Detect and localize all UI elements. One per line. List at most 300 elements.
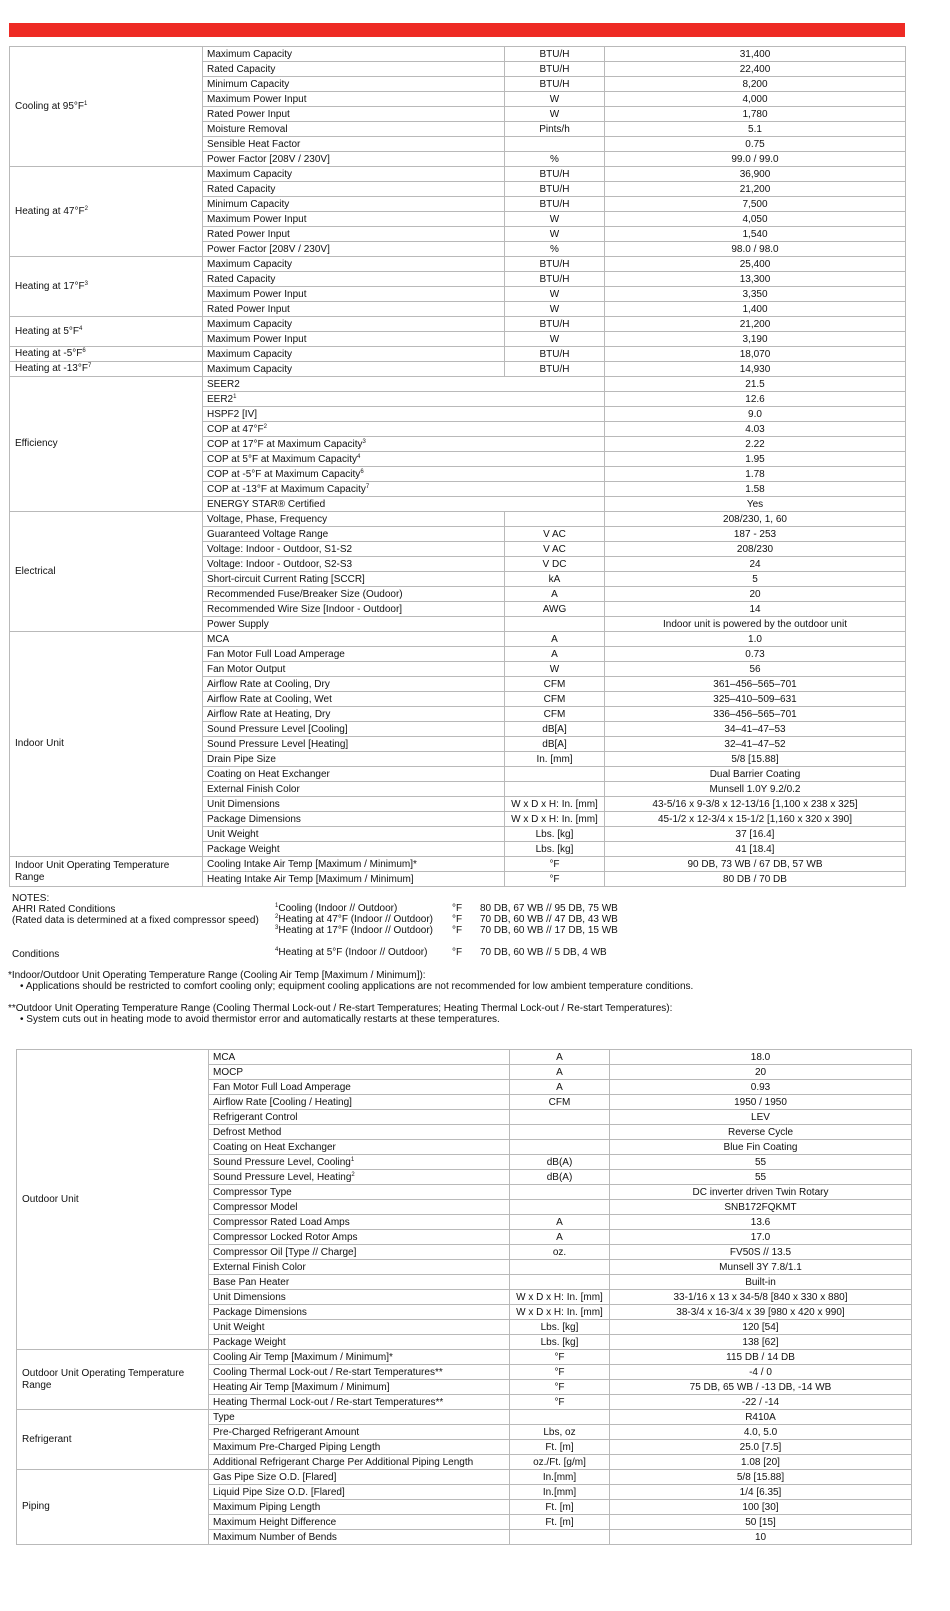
ahri-label: AHRI Rated Conditions [12,904,116,915]
spec-value: 100 [30] [610,1500,912,1515]
spec-label: Moisture Removal [207,123,288,135]
spec-row [10,857,906,872]
spec-row [10,257,906,272]
condition-label [275,947,427,958]
footnote-marker: 1 [350,1156,355,1163]
spec-label-cell [203,782,505,797]
spec-value: 8,200 [605,77,906,92]
condition-unit: °F [452,903,463,914]
spec-label-cell [209,1500,510,1515]
spec-value: 115 DB / 14 DB [610,1350,912,1365]
spec-label: Refrigerant Control [213,1111,298,1123]
spec-label: Heating Thermal Lock-out / Re-start Temperatures** [213,1396,444,1408]
footnote-marker: 3 [275,925,279,931]
spec-unit [510,1200,610,1215]
spec-unit: W [505,662,605,677]
spec-unit: W x D x H: In. [mm] [510,1290,610,1305]
spec-value: 55 [610,1155,912,1170]
spec-unit [510,1125,610,1140]
spec-label: Maximum Number of Bends [213,1531,337,1543]
condition-unit: °F [452,947,463,958]
group-label: Outdoor Unit Operating Temperature Range [22,1367,185,1391]
spec-value: 1,400 [605,302,906,317]
spec-unit: CFM [505,692,605,707]
notes-heading: NOTES: [12,893,50,904]
spec-value: 208/230 [605,542,906,557]
condition-value: 70 DB, 60 WB // 5 DB, 4 WB [480,947,607,958]
spec-unit: V AC [505,527,605,542]
spec-value: 17.0 [610,1230,912,1245]
spec-label-cell [203,512,505,527]
spec-label: Sensible Heat Factor [207,138,301,150]
spec-label: Base Pan Heater [213,1276,290,1288]
spec-unit: Lbs. [kg] [510,1335,610,1350]
spec-unit: In. [mm] [505,752,605,767]
group-cell [10,47,203,167]
spec-value: 9.0 [605,407,906,422]
spec-unit: Pints/h [505,122,605,137]
spec-label-cell [203,212,505,227]
spec-label: Cooling Air Temp [Maximum / Minimum]* [213,1351,393,1363]
condition-unit: °F [452,925,463,936]
condition-value: 70 DB, 60 WB // 17 DB, 15 WB [480,925,618,936]
footnote-marker: 7 [365,483,370,490]
group-cell [10,257,203,317]
spec-label: Package Dimensions [207,813,301,825]
spec-unit: W [505,332,605,347]
spec-label-cell [203,167,505,182]
spec-value: 25.0 [7.5] [610,1440,912,1455]
spec-label-cell [203,557,505,572]
spec-unit [505,782,605,797]
spec-value: 55 [610,1170,912,1185]
spec-value: 1.0 [605,632,906,647]
spec-label-cell [203,122,505,137]
group-label: Outdoor Unit [22,1193,79,1205]
spec-value: 13.6 [610,1215,912,1230]
group-cell [17,1470,209,1545]
spec-label-cell [203,752,505,767]
spec-label-cell [203,542,505,557]
spec-label-cell [203,407,605,422]
condition-label [275,903,397,914]
spec-label-cell [209,1200,510,1215]
spec-label: Fan Motor Output [207,663,286,675]
spec-unit: °F [505,857,605,872]
spec-label-cell [203,62,505,77]
spec-value: 22,400 [605,62,906,77]
footnote-marker: 1 [275,903,279,909]
spec-label-cell [209,1155,510,1170]
spec-value: 1,540 [605,227,906,242]
group-label: Refrigerant [22,1433,72,1445]
spec-label: Compressor Model [213,1201,298,1213]
group-label: Piping [22,1501,50,1512]
spec-value: 4,050 [605,212,906,227]
spec-label-cell [203,362,505,377]
spec-unit: Lbs. [kg] [505,827,605,842]
spec-unit: W [505,107,605,122]
spec-label-cell [203,272,505,287]
spec-value: 5.1 [605,122,906,137]
spec-unit: Ft. [m] [510,1500,610,1515]
spec-label-cell [209,1425,510,1440]
spec-value: 13,300 [605,272,906,287]
spec-unit: A [510,1215,610,1230]
footnote-marker: 2 [263,423,267,430]
spec-label: COP at 5°F at Maximum Capacity [207,453,357,465]
spec-label-cell [203,482,605,497]
spec-row [10,47,906,62]
spec-value: 1/4 [6.35] [610,1485,912,1500]
spec-unit: W x D x H: In. [mm] [505,812,605,827]
spec-label: Minimum Capacity [207,198,290,210]
spec-label: Power Factor [208V / 230V] [207,243,330,255]
spec-value: 3,350 [605,287,906,302]
spec-value: 3,190 [605,332,906,347]
spec-label-cell [209,1440,510,1455]
spec-value: Built-in [610,1275,912,1290]
spec-label: Package Dimensions [213,1306,307,1318]
spec-value: LEV [610,1110,912,1125]
spec-label: Maximum Power Input [207,288,307,300]
spec-row [10,377,906,392]
indoor-spec-table [9,46,906,887]
condition-unit: °F [452,914,463,925]
group-label: Heating at 47°F [15,205,85,217]
group-cell [10,167,203,257]
spec-label-cell [203,452,605,467]
footnote-marker: 4 [356,453,361,460]
spec-unit: Lbs, oz [510,1425,610,1440]
spec-label: Rated Capacity [207,63,276,75]
spec-unit: W x D x H: In. [mm] [510,1305,610,1320]
spec-value: 5/8 [15.88] [610,1470,912,1485]
conditions-label: Conditions [12,949,60,960]
spec-label-cell [209,1515,510,1530]
spec-label-cell [203,872,505,887]
spec-label: Maximum Piping Length [213,1501,321,1513]
spec-label: Power Supply [207,618,269,630]
spec-unit: BTU/H [505,47,605,62]
spec-unit: W [505,212,605,227]
spec-value: 98.0 / 98.0 [605,242,906,257]
spec-unit: Lbs. [kg] [510,1320,610,1335]
spec-label-cell [209,1050,510,1065]
spec-label-cell [209,1380,510,1395]
group-label: Efficiency [15,438,58,449]
spec-label: ENERGY STAR® Certified [207,498,326,510]
spec-label-cell [203,632,505,647]
spec-unit: BTU/H [505,347,605,362]
spec-label-cell [203,572,505,587]
spec-label-cell [203,602,505,617]
spec-value: 325–410–509–631 [605,692,906,707]
spec-value: 41 [18.4] [605,842,906,857]
spec-label: Cooling Thermal Lock-out / Re-start Temperatures** [213,1366,443,1378]
spec-label: Rated Capacity [207,183,276,195]
spec-unit: dB[A] [505,722,605,737]
ahri-note: (Rated data is determined at a fixed compressor speed) [12,915,259,926]
spec-unit: W [505,302,605,317]
spec-unit: °F [510,1380,610,1395]
spec-unit: kA [505,572,605,587]
spec-unit [510,1140,610,1155]
spec-unit: W x D x H: In. [mm] [505,797,605,812]
group-label: Indoor Unit [15,738,64,749]
spec-value: 18,070 [605,347,906,362]
spec-unit [510,1260,610,1275]
spec-label-cell [203,677,505,692]
spec-value: 21,200 [605,317,906,332]
spec-value: 32–41–47–52 [605,737,906,752]
spec-value: 33-1/16 x 13 x 34-5/8 [840 x 330 x 880] [610,1290,912,1305]
spec-unit [505,767,605,782]
spec-label: Rated Power Input [207,108,290,120]
spec-label: Gas Pipe Size O.D. [Flared] [213,1471,337,1483]
spec-label-cell [203,812,505,827]
spec-label-cell [209,1095,510,1110]
group-label: Heating at -5°F [15,348,83,359]
spec-unit: °F [505,872,605,887]
spec-value: 187 - 253 [605,527,906,542]
spec-label-cell [203,137,505,152]
spec-label: Maximum Capacity [207,348,293,360]
spec-label-cell [209,1530,510,1545]
spec-unit [510,1410,610,1425]
spec-value: 18.0 [610,1050,912,1065]
spec-label: Maximum Power Input [207,333,307,345]
spec-value: Munsell 1.0Y 9.2/0.2 [605,782,906,797]
spec-label-cell [209,1470,510,1485]
spec-label: Compressor Locked Rotor Amps [213,1231,358,1243]
spec-unit: A [505,587,605,602]
spec-label-cell [203,422,605,437]
spec-label-cell [203,857,505,872]
spec-unit: BTU/H [505,257,605,272]
spec-label-cell [203,107,505,122]
spec-value: 20 [605,587,906,602]
spec-label: Maximum Capacity [207,48,293,60]
spec-unit: A [505,632,605,647]
spec-label: Sound Pressure Level [Cooling] [207,723,348,735]
spec-label: Rated Capacity [207,273,276,285]
spec-value: 14,930 [605,362,906,377]
condition-text: Heating at 47°F (Indoor // Outdoor) [278,914,433,925]
spec-label: Defrost Method [213,1126,282,1138]
group-cell [10,317,203,347]
spec-value: 336–456–565–701 [605,707,906,722]
spec-label: Drain Pipe Size [207,753,276,765]
spec-label: Airflow Rate at Cooling, Dry [207,678,330,690]
spec-value: 31,400 [605,47,906,62]
spec-label-cell [203,347,505,362]
spec-unit: oz./Ft. [g/m] [510,1455,610,1470]
spec-label: Airflow Rate at Heating, Dry [207,708,331,720]
group-cell [17,1410,209,1470]
spec-label: Cooling Intake Air Temp [Maximum / Minimum]* [207,858,417,870]
spec-value: 90 DB, 73 WB / 67 DB, 57 WB [605,857,906,872]
spec-value: 208/230, 1, 60 [605,512,906,527]
spec-label-cell [203,647,505,662]
spec-label-cell [203,797,505,812]
condition-text: Heating at 17°F (Indoor // Outdoor) [278,925,433,936]
spec-label-cell [203,737,505,752]
spec-value: 75 DB, 65 WB / -13 DB, -14 WB [610,1380,912,1395]
footnote-marker: 3 [362,438,366,445]
spec-label: Package Weight [213,1336,286,1348]
spec-label-cell [209,1065,510,1080]
spec-label-cell [209,1335,510,1350]
spec-label: MCA [207,633,230,645]
spec-label-cell [203,317,505,332]
spec-label: Package Weight [207,843,280,855]
spec-label: Maximum Power Input [207,93,307,105]
spec-unit: V AC [505,542,605,557]
footnote-marker: 1 [84,100,88,107]
group-cell [17,1350,209,1410]
footnote-marker: 4 [275,947,279,953]
group-cell [10,512,203,632]
spec-value: DC inverter driven Twin Rotary [610,1185,912,1200]
spec-label: COP at -13°F at Maximum Capacity [207,483,366,495]
spec-value: 2.22 [605,437,906,452]
spec-label: Unit Weight [213,1321,265,1333]
spec-unit: BTU/H [505,197,605,212]
spec-label: Maximum Capacity [207,168,293,180]
footnote-marker: 6 [360,468,364,475]
spec-value: 20 [610,1065,912,1080]
footnote-star1-bullet: • Applications should be restricted to comfort cooling only; equipment cooling applications are not recommended for low ambient temperature conditions. [20,981,694,992]
spec-unit: BTU/H [505,272,605,287]
spec-label: SEER2 [207,378,240,390]
spec-label-cell [209,1260,510,1275]
spec-label-cell [203,392,605,407]
footnote-marker: 4 [79,325,83,332]
group-cell [10,857,203,887]
spec-value: Reverse Cycle [610,1125,912,1140]
spec-unit: A [510,1065,610,1080]
spec-unit: BTU/H [505,182,605,197]
spec-label: Coating on Heat Exchanger [207,768,330,780]
group-cell [10,347,203,362]
spec-unit [505,617,605,632]
spec-value: 45-1/2 x 12-3/4 x 15-1/2 [1,160 x 320 x 390] [605,812,906,827]
spec-label-cell [209,1365,510,1380]
spec-label-cell [203,182,505,197]
spec-label-cell [203,467,605,482]
spec-value: 361–456–565–701 [605,677,906,692]
spec-label: Maximum Capacity [207,258,293,270]
spec-row [10,167,906,182]
spec-value: 120 [54] [610,1320,912,1335]
spec-value: 56 [605,662,906,677]
spec-label: Sound Pressure Level, Cooling [213,1156,351,1168]
spec-unit: oz. [510,1245,610,1260]
spec-label-cell [203,662,505,677]
spec-label-cell [209,1170,510,1185]
spec-label-cell [203,92,505,107]
spec-value: Indoor unit is powered by the outdoor unit [605,617,906,632]
spec-row [17,1410,912,1425]
spec-label: Maximum Pre-Charged Piping Length [213,1441,381,1453]
spec-value: 43-5/16 x 9-3/8 x 12-13/16 [1,100 x 238 x 325] [605,797,906,812]
spec-label-cell [203,242,505,257]
spec-unit: °F [510,1350,610,1365]
spec-label-cell [209,1230,510,1245]
group-label: Electrical [15,565,56,577]
spec-label-cell [203,437,605,452]
spec-label: Minimum Capacity [207,78,290,90]
spec-label-cell [203,692,505,707]
spec-value: -22 / -14 [610,1395,912,1410]
spec-label: EER2 [207,393,234,405]
spec-label: Fan Motor Full Load Amperage [213,1081,351,1093]
spec-unit: A [505,647,605,662]
spec-value: 1,780 [605,107,906,122]
spec-label: COP at 47°F [207,423,264,435]
spec-label-cell [203,77,505,92]
spec-label: Sound Pressure Level, Heating [213,1171,352,1183]
footnote-marker: 2 [351,1171,355,1178]
spec-value: 80 DB / 70 DB [605,872,906,887]
spec-value: R410A [610,1410,912,1425]
outdoor-spec-table [16,1049,912,1545]
spec-unit: W [505,227,605,242]
group-label: Heating at -13°F [15,363,88,374]
spec-value: 34–41–47–53 [605,722,906,737]
spec-value: 21.5 [605,377,906,392]
spec-label-cell [209,1125,510,1140]
spec-value: Dual Barrier Coating [605,767,906,782]
footnote-star2-bullet: • System cuts out in heating mode to avoid thermistor error and automatically restarts at these temperatures. [20,1014,500,1025]
spec-value: 38-3/4 x 16-3/4 x 39 [980 x 420 x 990] [610,1305,912,1320]
spec-unit: CFM [505,707,605,722]
spec-label-cell [203,707,505,722]
spec-value: 21,200 [605,182,906,197]
spec-label-cell [203,287,505,302]
spec-label-cell [203,152,505,167]
spec-value: 0.93 [610,1080,912,1095]
spec-label: Unit Dimensions [213,1291,286,1303]
spec-unit: °F [510,1395,610,1410]
spec-value: 12.6 [605,392,906,407]
spec-value: 24 [605,557,906,572]
spec-label-cell [209,1410,510,1425]
spec-label: MCA [213,1051,236,1063]
group-label: Indoor Unit Operating Temperature Range [15,859,170,883]
spec-label: Heating Air Temp [Maximum / Minimum] [213,1381,390,1393]
condition-value: 80 DB, 67 WB // 95 DB, 75 WB [480,903,618,914]
footnote-star2: **Outdoor Unit Operating Temperature Range (Cooling Thermal Lock-out / Re-start Temperatures; Heating Thermal Lock-out / Re-start Temperatures): [8,1003,673,1014]
spec-unit: % [505,152,605,167]
spec-unit: A [510,1050,610,1065]
spec-label: External Finish Color [213,1261,306,1273]
spec-unit: A [510,1080,610,1095]
spec-label: Unit Dimensions [207,798,280,810]
spec-value: 37 [16.4] [605,827,906,842]
footnote-marker: 1 [233,393,237,400]
spec-label: Guaranteed Voltage Range [207,528,329,540]
spec-value: 1.08 [20] [610,1455,912,1470]
spec-value: 50 [15] [610,1515,912,1530]
spec-unit: W [505,287,605,302]
spec-label-cell [203,257,505,272]
spec-label: Voltage: Indoor - Outdoor, S2-S3 [207,558,353,570]
spec-unit: CFM [510,1095,610,1110]
spec-label: Maximum Height Difference [213,1516,337,1528]
spec-label: Maximum Capacity [207,318,293,330]
